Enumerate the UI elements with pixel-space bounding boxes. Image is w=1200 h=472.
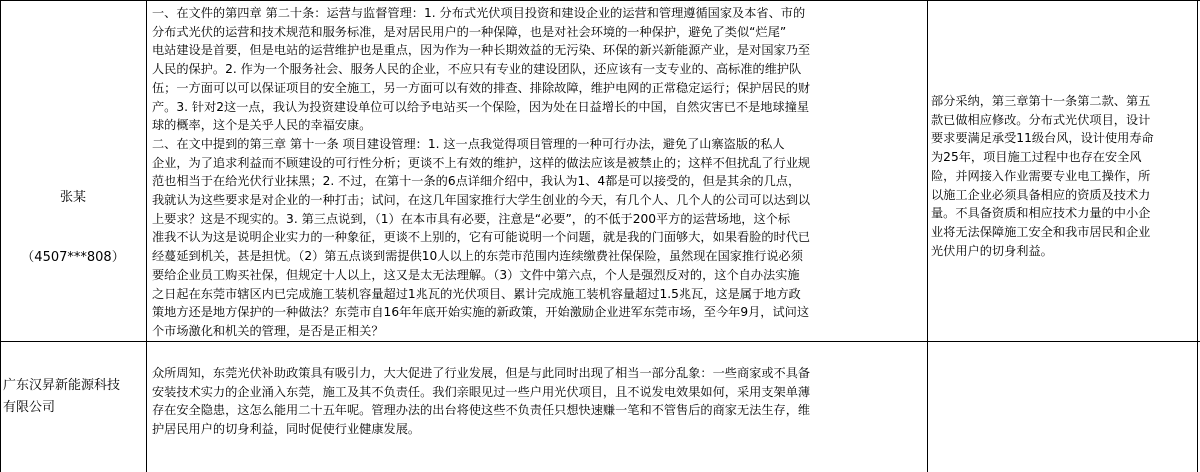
- submitter-company: 广东汉昇新能源科技 有限公司: [3, 378, 121, 415]
- table-border-top: [0, 0, 1200, 1]
- row-divider: [0, 341, 1200, 342]
- column-divider-3: [1197, 0, 1198, 472]
- opinion-text: 一、在文件的第四章 第二十条：运营与监督管理：1. 分布式光伏项目投资和建设企业的运营和管理遵循国家及本省、市的 分布式光伏的运营和技术规范和服务标准，是对居民用户的一种保障，也是对社会环境的一种保护，避免了类似“烂尾” 电站建设是首要，但是电站的运营维护也是重点，因为作为一种长期效益的无污染、环保的新兴新能源产业，是对国家乃至 人民的保护。2. 作为一个服务社会、服务人民的企业，不应只有专业的建设团队，还应该有一支专业的、高标准的维护队 伍；一方面可以可以保证项目的安全施工，另一方面可以有效的排查、排除故障，维护电网的正常稳定运行；保护居民的财 产。3. 针对2这一点，我认为投资建设单位可以给予电站买一个保险，因为处在日益增长的中国，自然灾害已不是地球撞星 球的概率，这个是关乎人民的幸福安康。 二、在文中提到的第三章 第十一条 项目建设管理：1. 这一点我觉得项目管理的一种可行办法，避免了山寨盗版的私人 企业，为了追求利益而不顾建设的可行性分析；更谈不上有效的维护，这样的做法应该是被禁止的；这样不但扰乱了行业规 范也相当于在给光伏行业抹黑；2. 不过，在第十一条的6点详细介绍中，我认为1、4都是可以接受的，但是其余的几点， 我就认为这些要求是对企业的一种打击；试问，在这几年国家推行大学生创业的今天，有几个人、几个人的公司可以达到以 上要求？这是不现实的。3. 第三点说到，（1）在本市具有必要，注意是“必要”，的不低于200平方的运营场地，这个标 准我不认为这是说明企业实力的一种象征，更谈不上别的，它有可能说明一个问题，就是我的门面够大，如果看脸的时代已 经蔓延到机关，甚是担忧。（2）第五点谈到需提供10人以上的东莞市范围内连续缴费社保保险，虽然现在国家推行说必须 要给企业员工购买社保，但规定十人以上，这又是太无法理解。（3）文件中第六点，个人是强烈反对的，这个自办法实施 之日起在东莞市辖区内已完成施工装机容量超过1兆瓦的光伏项目、累计完成施工装机容量超过1.5兆瓦，这是属于地方政 策地方还是地方保护的一种做法？东莞市自16年年底开始实施的新政策，开始激励企业进军东莞市场，至今年9月，试问这 个市场激化和机关的管理，是否是正相关？: [152, 6, 811, 338]
- column-divider-2: [927, 0, 928, 472]
- opinion-text: 众所周知，东莞光伏补助政策具有吸引力，大大促进了行业发展，但是与此同时出现了相当一部分乱象：一些商家或不具备 安装技术实力的企业涌入东莞，施工及其不负责任。我们亲眼见过一些户用光伏项目，且不说发电效果如何，采用支架单薄 存在安全隐患，这怎么能用二十五年呢。管理办法的出台将使这些不负责任只想快速赚一笔和不管售后的商家无法生存，维 护居民用户的切身利益，同时促使行业健康发展。: [152, 366, 811, 437]
- response-text: 部分采纳，第三章第十一条第二款、第五 款已做相应修改。分布式光伏项目，设计 要求要满足承受11级台风，设计使用寿命 为25年，项目施工过程中也存在安全风 险，并网接入作业需要专业电工操作，所 以施工企业必须具备相应的资质及技术力 量。不具备资质和相应技术力量的中小企 业将无法保障施工安全和我市居民和企业 光伏用户的切身利益。: [931, 94, 1154, 258]
- column-divider-1: [146, 0, 147, 472]
- submitter-name-text: 张某: [59, 190, 86, 205]
- submitter-id: （4507***808）: [21, 250, 125, 265]
- submitter-name: [0, 148, 146, 308]
